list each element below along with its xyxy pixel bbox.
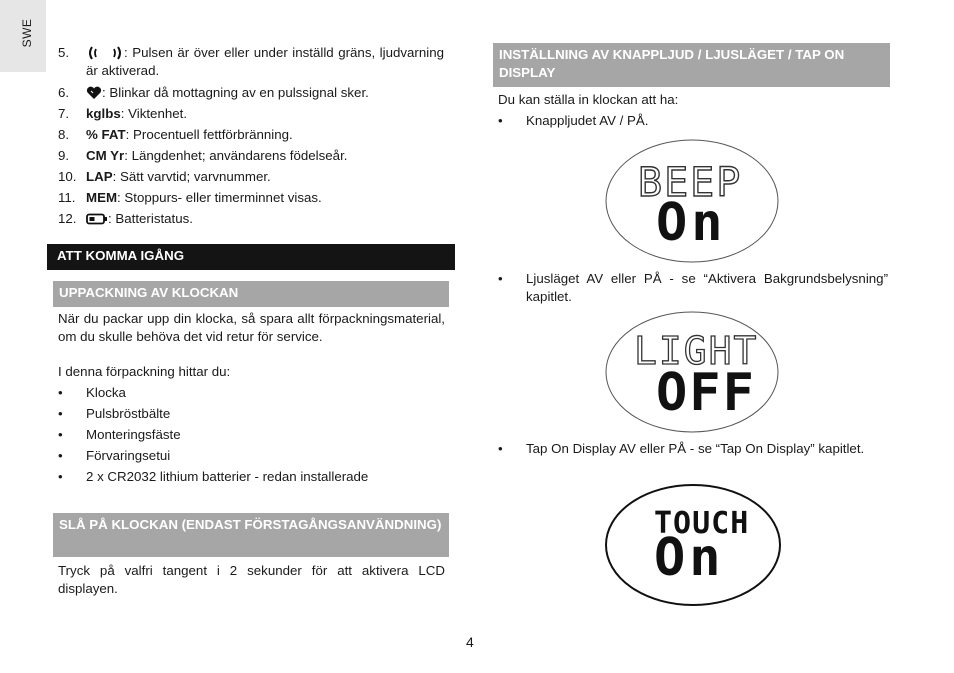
page-number: 4 xyxy=(466,634,474,650)
lcd-top-text: TOUCH xyxy=(654,506,750,541)
settings-intro: Du kan ställa in klockan att ha: xyxy=(498,92,679,107)
settings-bullet-light: • Ljusläget AV eller PÅ - se “Aktivera Bakgrundsbelysning” kapitlet. xyxy=(498,271,888,304)
lcd-top-text: LIGHT xyxy=(634,329,759,373)
section-heading-getting-started: ATT KOMMA IGÅNG xyxy=(47,244,455,270)
section-heading-settings: INSTÄLLNING AV KNAPPLJUD / LJUSLÄGET / TAP ON DISPLAY xyxy=(493,43,890,87)
unpacking-paragraph: När du packar upp din klocka, så spara allt förpackningsmaterial, om du skulle behöva det vid retur för service. xyxy=(58,311,445,344)
battery-icon xyxy=(86,213,108,225)
language-tab-label: SWE xyxy=(20,18,34,48)
lcd-beep-on-illustration xyxy=(604,138,780,264)
unpacking-intro: I denna förpackning hittar du: xyxy=(58,364,231,379)
lcd-top-text: BEEP xyxy=(638,160,743,206)
package-contents-list: • Klocka • Pulsbröstbälte • Monteringsfäste • Förvaringsetui • 2 x CR2032 lithium batterier - redan installerade xyxy=(58,385,369,484)
pulse-alarm-icon xyxy=(86,46,124,60)
settings-bullet-tap: • Tap On Display AV eller PÅ - se “Tap On Display” kapitlet. xyxy=(498,441,865,456)
settings-bullet-beep: • Knappljudet AV / PÅ. xyxy=(498,113,649,128)
section-heading-unpacking: UPPACKNING AV KLOCKAN xyxy=(53,281,449,307)
lcd-light-off-illustration xyxy=(604,310,780,434)
section-heading-power-on: SLÅ PÅ KLOCKAN (ENDAST FÖRSTAGÅNGSANVÄNDNING) xyxy=(53,513,449,557)
lcd-bottom-text: On xyxy=(656,193,727,253)
language-tab xyxy=(0,0,46,72)
power-on-paragraph: Tryck på valfri tangent i 2 sekunder för att aktivera LCD displayen. xyxy=(58,563,445,596)
lcd-bottom-text: OFF xyxy=(656,363,756,423)
lcd-bottom-text: On xyxy=(654,528,725,588)
lcd-touch-on-illustration xyxy=(604,483,782,607)
heart-icon xyxy=(86,86,102,100)
